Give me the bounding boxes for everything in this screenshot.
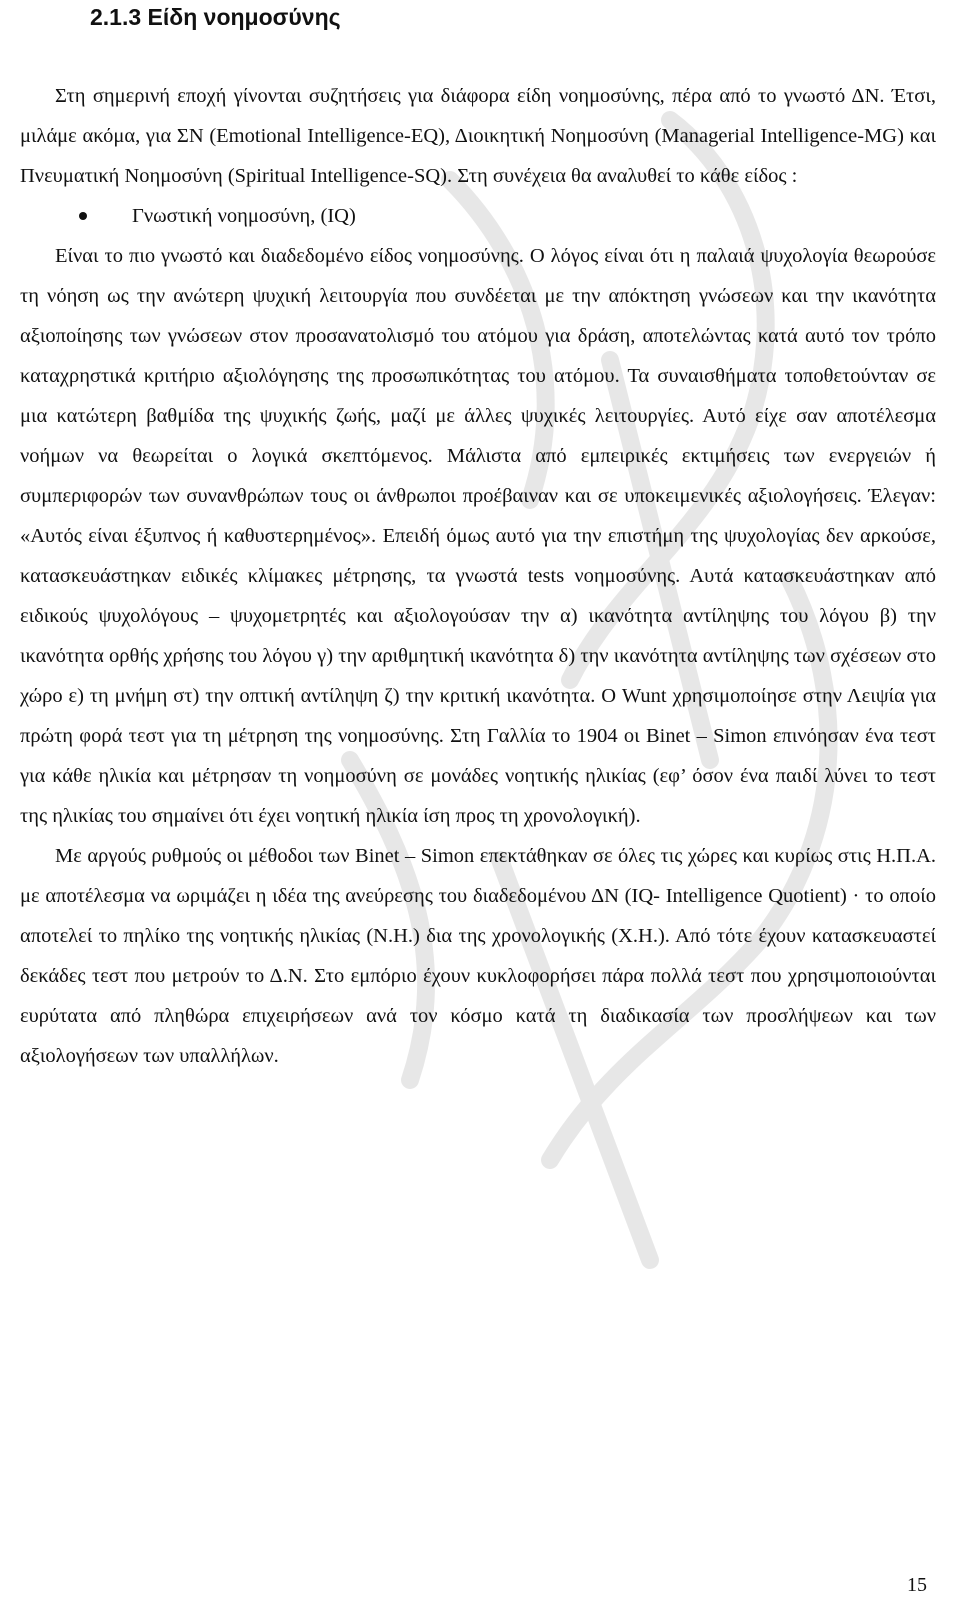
section-heading: 2.1.3 Είδη νοημοσύνης bbox=[90, 4, 341, 30]
intro-paragraph: Στη σημερινή εποχή γίνονται συζητήσεις για διάφορα είδη νοημοσύνης, πέρα από το γνωστό ΔΝ. Έτσι, μιλάμε ακόμα, για ΣΝ (Emotional Intelligence-EQ), Διοικητική Νοημοσύνη (Managerial Intelligence-MG) και Πνευματική Νοημοσύνη (Spiritual Intelligence-SQ). Στη συνέχεια θα αναλυθεί το κάθε είδος : bbox=[20, 85, 936, 187]
document-page bbox=[20, 0, 936, 1076]
bullet-list-item bbox=[20, 196, 936, 236]
cognitive-intelligence-paragraph: Είναι το πιο γνωστό και διαδεδομένο είδος νοημοσύνης. Ο λόγος είναι ότι η παλαιά ψυχολογία θεωρούσε τη νόηση ως την ανώτερη ψυχική λειτουργία που συνδέεται με την απόκτηση γνώσεων και την ικανότητα αξιοποίησης των γνώσεων στον προσανατολισμό του ατόμου για δράση, αποτελώντας κατά αυτό τον τρόπο καταχρηστικά κριτήριο αξιολόγησης της προσωπικότητας του ατόμου. Τα συναισθήματα τοποθετούνταν σε μια κατώτερη βαθμίδα της ψυχικής ζωής, μαζί με άλλες ψυχικές λειτουργίες. Αυτό είχε σαν αποτέλεσμα νοήμων να θεωρείται ο λογικά σκεπτόμενος. Μάλιστα από εμπειρικές εκτιμήσεις των ενεργειών ή συμπεριφορών των συνανθρώπων τους οι άνθρωποι προέβαιναν και σε υποκειμενικές αξιολογήσεις. Έλεγαν: «Αυτός είναι έξυπνος ή καθυστερημένος». Επειδή όμως αυτό για την επιστήμη της ψυχολογίας δεν αρκούσε, κατασκευάστηκαν ειδικές κλίμακες μέτρησης, τα γνωστά tests νοημοσύνης. Αυτά κατασκευάστηκαν από ειδικούς ψυχολόγους – ψυχομετρητές και αξιολογούσαν την α) ικανότητα αντίληψης του λόγου β) την ικανότητα ορθής χρήσης του λόγου γ) την αριθμητική ικανότητα δ) την ικανότητα αντίληψης των σχέσεων στο χώρο ε) τη μνήμη στ) την οπτική αντίληψη ζ) την κριτική ικανότητα. Ο Wunt χρησιμοποίησε στην Λειψία για πρώτη φορά τεστ για τη μέτρηση της νοημοσύνης. Στη Γαλλία το 1904 οι Binet – Simon επινόησαν ένα τεστ για κάθε ηλικία και μέτρησαν τη νοημοσύνη σε μονάδες νοητικής ηλικίας (εφ’ όσον ένα παιδί λύνει το τεστ της ηλικίας του σημαίνει ότι έχει νοητική ηλικία ίση προς τη χρονολογική). bbox=[20, 245, 936, 827]
iq-spread-paragraph: Με αργούς ρυθμούς οι μέθοδοι των Binet – Simon επεκτάθηκαν σε όλες τις χώρες και κυρίως στις Η.Π.Α. με αποτέλεσμα να ωριμάζει η ιδέα της ανεύρεσης του διαδεδομένου ΔΝ (IQ- Intelligence Quotient) · το οποίο αποτελεί το πηλίκο της νοητικής ηλικίας (Ν.Η.) δια της χρονολογικής (Χ.Η.). Από τότε έχουν κατασκευαστεί δεκάδες τεστ που μετρούν το Δ.Ν. Στο εμπόριο έχουν κυκλοφορήσει πάρα πολλά τεστ που χρησιμοποιούνται ευρύτατα από πληθώρα επιχειρήσεων ανά τον κόσμο κατά τη διαδικασία των προσλήψεων και των αξιολογήσεων των υπαλλήλων. bbox=[20, 845, 936, 1067]
page-number: 15 bbox=[907, 1574, 927, 1596]
bullet-item-label: Γνωστική νοημοσύνη, (IQ) bbox=[132, 205, 356, 227]
bullet-dot-icon bbox=[79, 212, 87, 220]
